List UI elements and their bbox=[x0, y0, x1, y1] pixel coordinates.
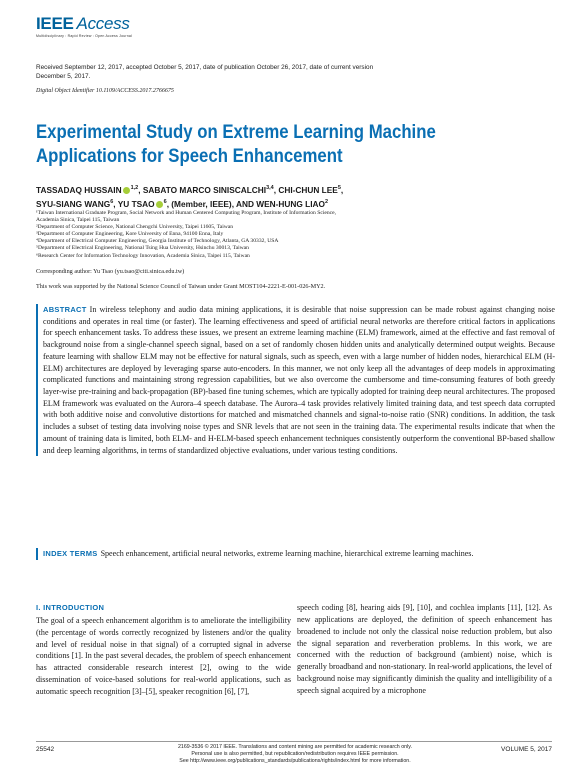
journal-logo bbox=[36, 14, 130, 34]
section-heading: I. INTRODUCTION bbox=[36, 603, 105, 612]
author-name: , (Member, IEEE), AND WEN-HUNG LIAO bbox=[166, 198, 325, 209]
author-affil-sup: 6 bbox=[110, 198, 114, 205]
abstract-text: In wireless telephony and audio data mining applications, it is desirable that noise suppression can be made robust against changing noise conditions and operates in real time (or faster). The learning effectiveness and speed of artificial neural networks are therefore critical factors in applications for speech enhancement tasks. To address these issues, we present an extreme learning machine (ELM) framework, aimed at the effective and fast removal of background noise from a single-channel speech signal, based on a set of randomly chosen hidden units and analytically determined output weights. Because feature learning with shallow ELM may not be effective for natural signals, such as speech, even with a large number of hidden nodes, hierarchical ELM (H-ELM) architectures are deployed by leveraging sparse auto-encoders. In this manner, we not only keep all the advantages of deep models in approximating complicated functions and maintaining strong regression capabilities, but we also overcome the cumbersome and time-consuming features of both greedy layer-wise pre-training and back-propagation (BP)-based fine tuning schemes, which are typically adopted for training deep neural architectures. The proposed ELM framework was evaluated on the Aurora–4 speech database. The Aurora–4 task provides relatively limited training data, and test speech data corrupted with both additive noise and convolutive distortions for matched and mismatched channels and signal-to-noise ratio (SNR) conditions. In addition, the task includes a subset of testing data involving noise types and SNR levels that are not seen in the training data. The experimental results indicate that when the amount of training data is limited, both ELM- and H-ELM-based speech enhancement techniques consistently outperform the conventional BP-based shallow and deep learning algorithms, in terms of standardized objective evaluations, under various testing conditions. bbox=[43, 305, 555, 455]
index-terms-heading: INDEX TERMS bbox=[43, 549, 98, 558]
copyright-line[interactable]: See http://www.ieee.org/publications_standards/publications/rights/index.html for more information. bbox=[179, 757, 411, 764]
publication-dates: Received September 12, 2017, accepted October 5, 2017, date of publication October 26, 2017, date of current version December 5, 2017. bbox=[36, 64, 374, 80]
index-terms-body bbox=[43, 548, 555, 560]
page-number: 25542 bbox=[36, 746, 55, 753]
affiliation-line: ³Department of Computer Engineering, Kore University of Enna, 94100 Enna, Italy bbox=[36, 231, 224, 238]
author-affil-sup: 3,4 bbox=[266, 185, 274, 191]
author-list bbox=[36, 182, 556, 210]
abstract-section bbox=[36, 304, 555, 456]
orcid-icon[interactable] bbox=[156, 201, 163, 208]
affiliation-line: ⁶Research Center for Information Technology Innovation, Academia Sinica, Taipei 115, Taiwan bbox=[36, 252, 250, 259]
abstract-heading: ABSTRACT bbox=[43, 305, 87, 314]
affiliation-line: ¹Taiwan International Graduate Program, Social Network and Human Centered Computing Program, Institute of Information Science, bbox=[36, 210, 337, 216]
index-terms-text: Speech enhancement, artificial neural networks, extreme learning machine, hierarchical extreme learning machines. bbox=[100, 549, 474, 558]
author-name: SYU-SIANG WANG bbox=[36, 198, 111, 209]
copyright-notice bbox=[150, 744, 440, 764]
index-terms-section bbox=[36, 548, 555, 560]
affiliations bbox=[36, 210, 516, 260]
author-name: TASSADAQ HUSSAIN bbox=[36, 184, 122, 195]
affiliation-line: ²Department of Computer Science, National Chengchi University, Taipei 11605, Taiwan bbox=[36, 224, 234, 231]
body-column-left bbox=[36, 602, 291, 698]
orcid-icon[interactable] bbox=[123, 187, 130, 194]
journal-logo-ieee: IEEE bbox=[36, 14, 74, 33]
body-column-right bbox=[297, 602, 552, 697]
doi: Digital Object Identifier 10.1109/ACCESS.2017.2766675 bbox=[36, 88, 174, 94]
copyright-line: Personal use is also permitted, but republication/redistribution requires IEEE permission. bbox=[191, 750, 399, 757]
author-name: , SABATO MARCO SINISCALCHI bbox=[138, 184, 267, 195]
paper-title: Experimental Study on Extreme Learning Machine Applications for Speech Enhancement bbox=[36, 121, 436, 167]
corresponding-author: Corresponding author: Yu Tsao (yu.tsao@citi.sinica.edu.tw) bbox=[36, 268, 185, 275]
affiliation-line: ⁵Department of Electrical Engineering, National Tsing Hua University, Hsinchu 30013, Taiwan bbox=[36, 245, 249, 252]
abstract-body bbox=[43, 304, 555, 456]
affiliation-line: Academia Sinica, Taipei 115, Taiwan bbox=[36, 217, 120, 224]
author-affil-sup: 1,2 bbox=[130, 185, 139, 191]
intro-paragraph: The goal of a speech enhancement algorithm is to ameliorate the intelligibility (the percentage of words correctly recognized by listeners and/or the quality and level of residual noise in that signal) of a corrupted signal in adverse conditions [1]. In the past several decades, the problem of speech enhancement has attracted considerable research interest [2], owing to the wide dissemination of voice-based solutions for real-world applications, such as automatic speech recognition [3]–[5], speaker recognition [6], [7], bbox=[36, 615, 291, 696]
volume-info: VOLUME 5, 2017 bbox=[501, 746, 552, 753]
footer-divider bbox=[36, 741, 552, 742]
intro-paragraph-continued: speech coding [8], hearing aids [9], [10], and cochlea implants [11], [12]. As new applications are deployed, the definition of speech enhancement has broadened to include not only the classical noise reduction problem, but also the signal separation and reverberation problems. In this work, we are concerned with the reduction of background (ambient) noise, which is generally broadband and non-stationary. In real-world applications, the level of background noise may significantly diminish the quality and intelligibility of a speech signal acquired by a microphone bbox=[297, 603, 552, 695]
author-affil-sup: 5 bbox=[337, 185, 341, 191]
author-name: , CHI-CHUN LEE bbox=[273, 184, 338, 195]
journal-tagline: Multidisciplinary : Rapid Review : Open Access Journal bbox=[36, 34, 133, 38]
author-affil-sup: 2 bbox=[324, 198, 329, 205]
affiliation-line: ⁴Department of Electrical Computer Engineering, Georgia Institute of Technology, Atlanta, GA 30332, USA bbox=[36, 238, 279, 245]
funding-note: This work was supported by the National Science Council of Taiwan under Grant MOST104-2221-E-001-026-MY2. bbox=[36, 283, 326, 290]
journal-logo-access: Access bbox=[76, 14, 130, 33]
copyright-line: 2169-3536 © 2017 IEEE. Translations and content mining are permitted for academic research only. bbox=[177, 744, 413, 750]
author-name: , YU TSAO bbox=[113, 198, 155, 209]
author-affil-sup: 6 bbox=[163, 198, 167, 205]
author-sep: , bbox=[340, 184, 344, 195]
